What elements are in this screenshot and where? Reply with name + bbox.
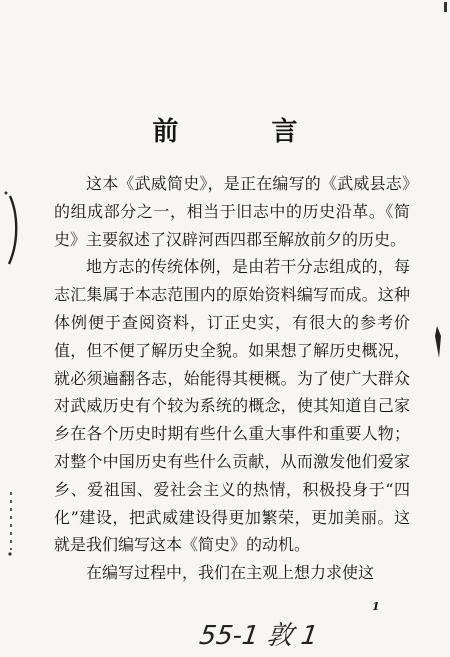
scan-speck-top (440, 2, 450, 14)
body-text (54, 170, 410, 587)
binding-mark-left-lower (0, 490, 24, 560)
handwritten-note: 55-1 敦 1 (197, 621, 320, 651)
page-number: 1 (372, 600, 380, 613)
paragraph: 这本《武威简史》，是正在编写的《武威县志》的组成部分之一，相当于旧志中的历史沿革。《简史》主要叙述了汉辟河西四郡至解放前夕的历史。 (54, 174, 410, 249)
paragraph: 地方志的传统体例，是由若干分志组成的，每志汇集属于本志范围内的原始资料编写而成。这种体例便于查阅资料，订正史实，有很大的参考价值，但不便了解历史全貌。如果想了解历史概况，就必须遍翻各志，始能得其梗概。为了使广大群众对武威历史有个较为系统的概念，使其知道自己家乡在各个历史时期有些什么重大事件和重要人物；对整个中国历史有些什么贡献，从而激发他们爱家乡、爱祖国、爱社会主义的热情，积极投身于“四化”建设，把武威建设得更加繁荣，更加美丽。这就是我们编写这本《简史》的动机。 (54, 257, 410, 555)
binding-mark-left (0, 190, 24, 270)
page-title: 前 言 (152, 117, 340, 147)
scan-mark-right (431, 324, 447, 360)
paragraph: 在编写过程中，我们在主观上想力求使这 (86, 563, 375, 583)
